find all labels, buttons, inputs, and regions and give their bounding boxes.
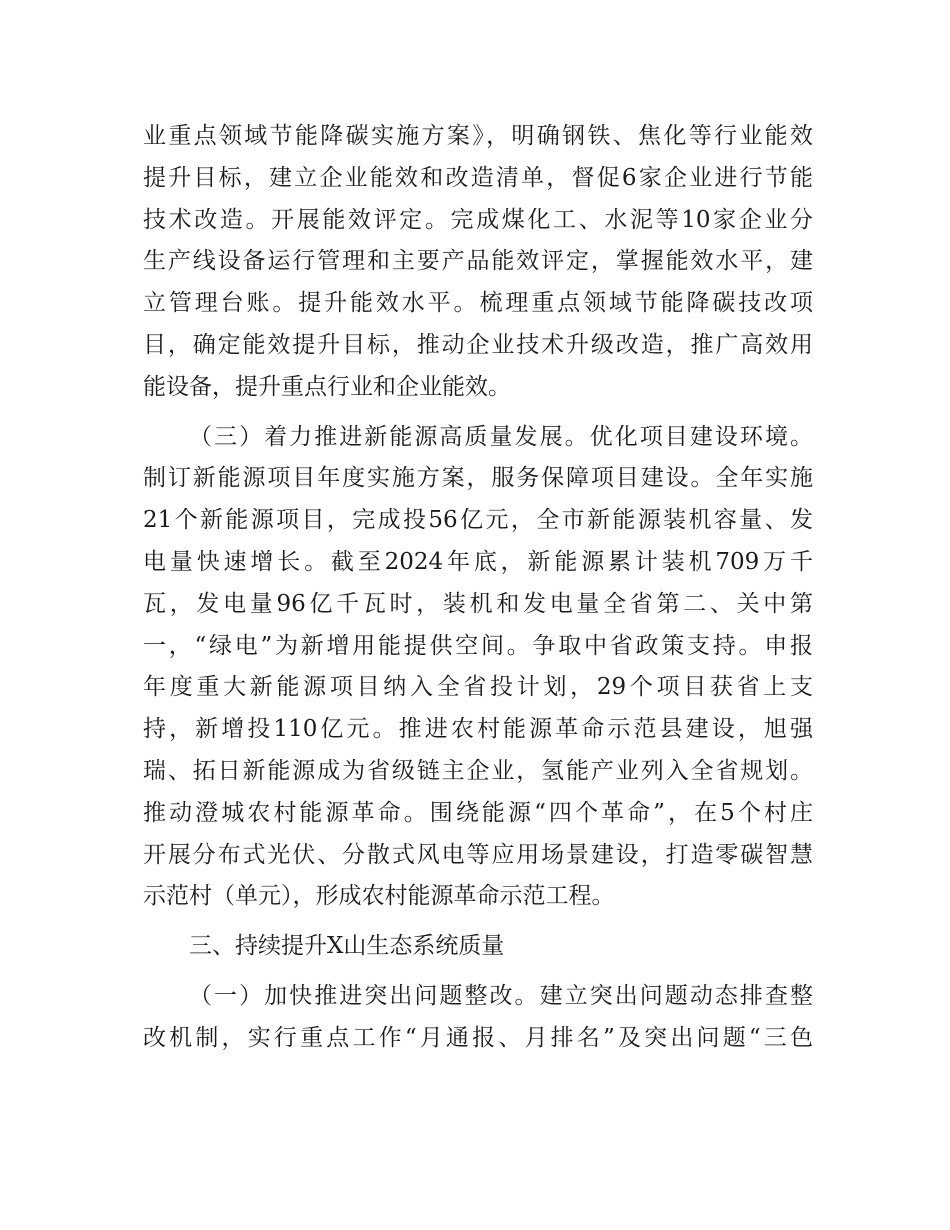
chapter-heading-line: 三、持续提升X山生态系统质量 xyxy=(189,933,505,960)
text-line: 示范村（单元），形成农村能源革命示范工程。 xyxy=(143,883,615,910)
text-line: 21个新能源项目，完成投56亿元，全市新能源装机容量、发 xyxy=(143,507,813,534)
text-line: 能设备，提升重点行业和企业能效。 xyxy=(143,373,511,400)
text-line: 改机制，实行重点工作“月通报、月排名”及突出问题“三色 xyxy=(143,1024,813,1051)
text-line: 瑞、拓日新能源成为省级链主企业，氢能产业列入全省规划。 xyxy=(143,757,813,784)
document-body xyxy=(143,116,813,1060)
section-heading-line: （三）着力推进新能源高质量发展。优化项目建设环境。 xyxy=(189,423,813,450)
text-line: 技术改造。开展能效评定。完成煤化工、水泥等10家企业分 xyxy=(143,206,813,233)
text-line: 开展分布式光伏、分散式风电等应用场景建设，打造零碳智慧 xyxy=(143,841,813,868)
text-line: 立管理台账。提升能效水平。梳理重点领域节能降碳技改项 xyxy=(143,290,813,317)
text-line: 年度重大新能源项目纳入全省投计划，29个项目获省上支 xyxy=(143,674,813,701)
chapter-heading xyxy=(143,926,813,968)
text-line: 目，确定能效提升目标，推动企业技术升级改造，推广高效用 xyxy=(143,331,813,358)
section-heading-line: （一）加快推进突出问题整改。建立突出问题动态排查整 xyxy=(189,982,813,1009)
text-line: 生产线设备运行管理和主要产品能效评定，掌握能效水平，建 xyxy=(143,248,813,275)
text-line: 电量快速增长。截至2024年底，新能源累计装机709万千 xyxy=(143,548,813,575)
text-line: 瓦，发电量96亿千瓦时，装机和发电量全省第二、关中第 xyxy=(143,590,813,617)
paragraph xyxy=(143,976,813,1060)
text-line: 一，“绿电”为新增用能提供空间。争取中省政策支持。申报 xyxy=(143,632,813,659)
text-line: 持，新增投110亿元。推进农村能源革命示范县建设，旭强 xyxy=(143,716,813,743)
text-line: 推动澄城农村能源革命。围绕能源“四个革命”，在5个村庄 xyxy=(143,799,813,826)
text-line: 业重点领域节能降碳实施方案》，明确钢铁、焦化等行业能效 xyxy=(143,123,813,149)
paragraph xyxy=(143,116,813,409)
text-line: 提升目标，建立企业能效和改造清单，督促6家企业进行节能 xyxy=(143,164,813,191)
text-line: 制订新能源项目年度实施方案，服务保障项目建设。全年实施 xyxy=(143,465,813,492)
paragraph xyxy=(143,417,813,919)
